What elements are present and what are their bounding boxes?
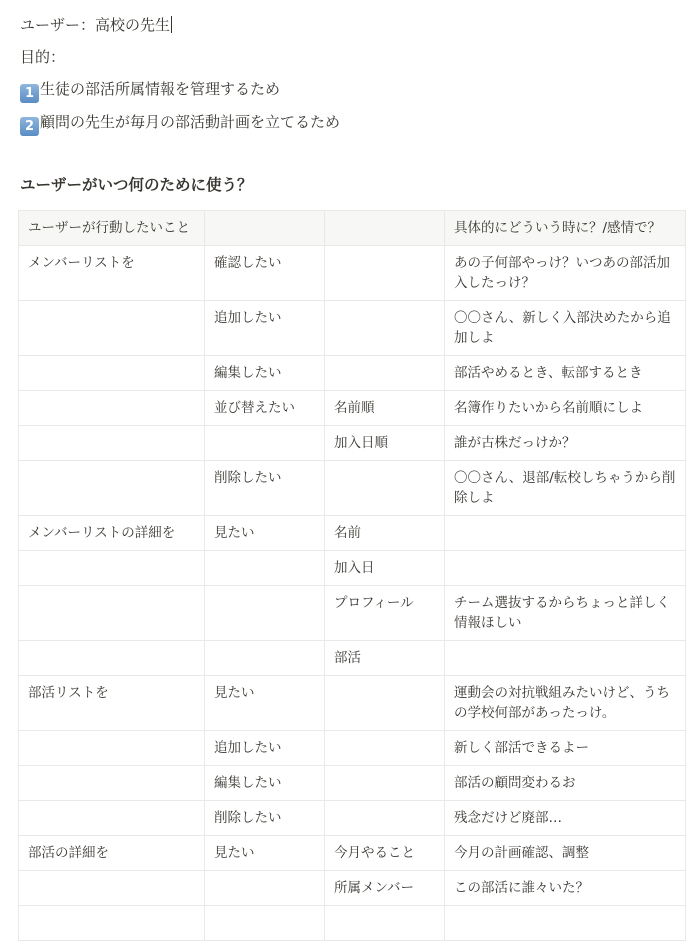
table-row <box>19 871 686 906</box>
table-cell[interactable]: 見たい <box>205 836 325 871</box>
table-cell[interactable]: プロフィール <box>325 586 445 641</box>
table-cell[interactable] <box>445 906 686 941</box>
table-cell[interactable] <box>325 801 445 836</box>
purpose-label[interactable]: 目的： <box>20 48 66 66</box>
table-cell[interactable] <box>19 301 205 356</box>
table-cell[interactable] <box>19 426 205 461</box>
table-cell[interactable] <box>19 801 205 836</box>
table-row <box>19 836 686 871</box>
section-heading[interactable]: ユーザーがいつ何のために使う？ <box>20 176 253 194</box>
table-cell[interactable]: 並び替えたい <box>205 391 325 426</box>
table-row <box>19 461 686 516</box>
table-cell[interactable]: 確認したい <box>205 246 325 301</box>
table-cell[interactable]: 部活リストを <box>19 676 205 731</box>
table-cell[interactable]: 今月の計画確認、調整 <box>445 836 686 871</box>
table-row <box>19 301 686 356</box>
table-cell[interactable]: 編集したい <box>205 766 325 801</box>
table-cell[interactable] <box>19 391 205 426</box>
table-cell[interactable] <box>325 246 445 301</box>
table-body <box>19 246 686 941</box>
table-row <box>19 766 686 801</box>
table-cell[interactable] <box>445 516 686 551</box>
table-cell[interactable] <box>19 586 205 641</box>
user-line[interactable] <box>20 14 172 36</box>
table-cell[interactable] <box>325 731 445 766</box>
table-row <box>19 516 686 551</box>
table-cell[interactable] <box>19 766 205 801</box>
table-row <box>19 676 686 731</box>
keycap-2-icon: 2 <box>20 117 39 136</box>
table-row <box>19 641 686 676</box>
table-row <box>19 586 686 641</box>
table-cell[interactable]: 部活の詳細を <box>19 836 205 871</box>
table-cell[interactable]: 〇〇さん、新しく入部決めたから追加しよ <box>445 301 686 356</box>
table-cell[interactable]: 削除したい <box>205 461 325 516</box>
table-cell[interactable] <box>205 586 325 641</box>
table-cell[interactable]: 加入日 <box>325 551 445 586</box>
table-cell[interactable]: 見たい <box>205 516 325 551</box>
table-header-cell[interactable]: ユーザーが行動したいこと <box>19 211 205 246</box>
table-cell[interactable]: 加入日順 <box>325 426 445 461</box>
table-cell[interactable]: チーム選抜するからちょっと詳しく情報ほしい <box>445 586 686 641</box>
table-cell[interactable] <box>19 906 205 941</box>
table-row <box>19 391 686 426</box>
table-cell[interactable] <box>325 676 445 731</box>
table-cell[interactable]: この部活に誰々いた？ <box>445 871 686 906</box>
table-cell[interactable] <box>445 551 686 586</box>
table-cell[interactable]: メンバーリストを <box>19 246 205 301</box>
table-header-cell[interactable] <box>205 211 325 246</box>
table-cell[interactable] <box>19 551 205 586</box>
table-cell[interactable]: 部活の顧問変わるお <box>445 766 686 801</box>
table-cell[interactable]: 新しく部活できるよー <box>445 731 686 766</box>
table-cell[interactable] <box>445 641 686 676</box>
table-cell[interactable]: 〇〇さん、退部/転校しちゃうから削除しよ <box>445 461 686 516</box>
table-row <box>19 246 686 301</box>
table-cell[interactable] <box>19 461 205 516</box>
purpose-item-2[interactable] <box>20 111 340 136</box>
table-header-cell[interactable] <box>325 211 445 246</box>
table-cell[interactable]: 所属メンバー <box>325 871 445 906</box>
table-cell[interactable] <box>325 356 445 391</box>
use-case-table <box>18 210 686 941</box>
table-cell[interactable] <box>205 871 325 906</box>
table-cell[interactable] <box>325 906 445 941</box>
user-line-text[interactable]: ユーザー：高校の先生 <box>20 16 171 34</box>
table-cell[interactable]: 編集したい <box>205 356 325 391</box>
table-header-row <box>19 211 686 246</box>
table-cell[interactable] <box>19 641 205 676</box>
table-cell[interactable]: 誰が古株だっけか？ <box>445 426 686 461</box>
table-header-cell[interactable]: 具体的にどういう時に？/感情で？ <box>445 211 686 246</box>
keycap-1-icon: 1 <box>20 84 39 103</box>
purpose-item-1[interactable] <box>20 78 280 103</box>
table-cell[interactable]: 残念だけど廃部… <box>445 801 686 836</box>
table-cell[interactable]: 見たい <box>205 676 325 731</box>
table-cell[interactable]: あの子何部やっけ？いつあの部活加入したっけ？ <box>445 246 686 301</box>
table-cell[interactable]: 部活 <box>325 641 445 676</box>
table-cell[interactable] <box>205 551 325 586</box>
purpose-item-text[interactable]: 生徒の部活所属情報を管理するため <box>40 80 281 98</box>
table-row <box>19 551 686 586</box>
table-row <box>19 356 686 391</box>
table-cell[interactable] <box>205 906 325 941</box>
table-cell[interactable] <box>325 766 445 801</box>
table-cell[interactable]: 名簿作りたいから名前順にしよ <box>445 391 686 426</box>
table-cell[interactable]: 削除したい <box>205 801 325 836</box>
table-cell[interactable]: 運動会の対抗戦組みたいけど、うちの学校何部があったっけ。 <box>445 676 686 731</box>
table-row <box>19 731 686 766</box>
table-row <box>19 906 686 941</box>
table-cell[interactable] <box>19 731 205 766</box>
text-caret <box>171 16 172 33</box>
table-cell[interactable]: 追加したい <box>205 301 325 356</box>
table-cell[interactable]: 名前 <box>325 516 445 551</box>
table-cell[interactable]: 今月やること <box>325 836 445 871</box>
table-cell[interactable]: メンバーリストの詳細を <box>19 516 205 551</box>
table-row <box>19 426 686 461</box>
table-cell[interactable] <box>205 426 325 461</box>
table-row <box>19 801 686 836</box>
table-cell[interactable]: 部活やめるとき、転部するとき <box>445 356 686 391</box>
table-cell[interactable] <box>19 871 205 906</box>
table-cell[interactable] <box>205 641 325 676</box>
table-cell[interactable] <box>19 356 205 391</box>
table-cell[interactable] <box>325 301 445 356</box>
table-cell[interactable]: 追加したい <box>205 731 325 766</box>
purpose-item-text[interactable]: 顧問の先生が毎月の部活動計画を立てるため <box>40 113 341 131</box>
table-cell[interactable]: 名前順 <box>325 391 445 426</box>
table-cell[interactable] <box>325 461 445 516</box>
